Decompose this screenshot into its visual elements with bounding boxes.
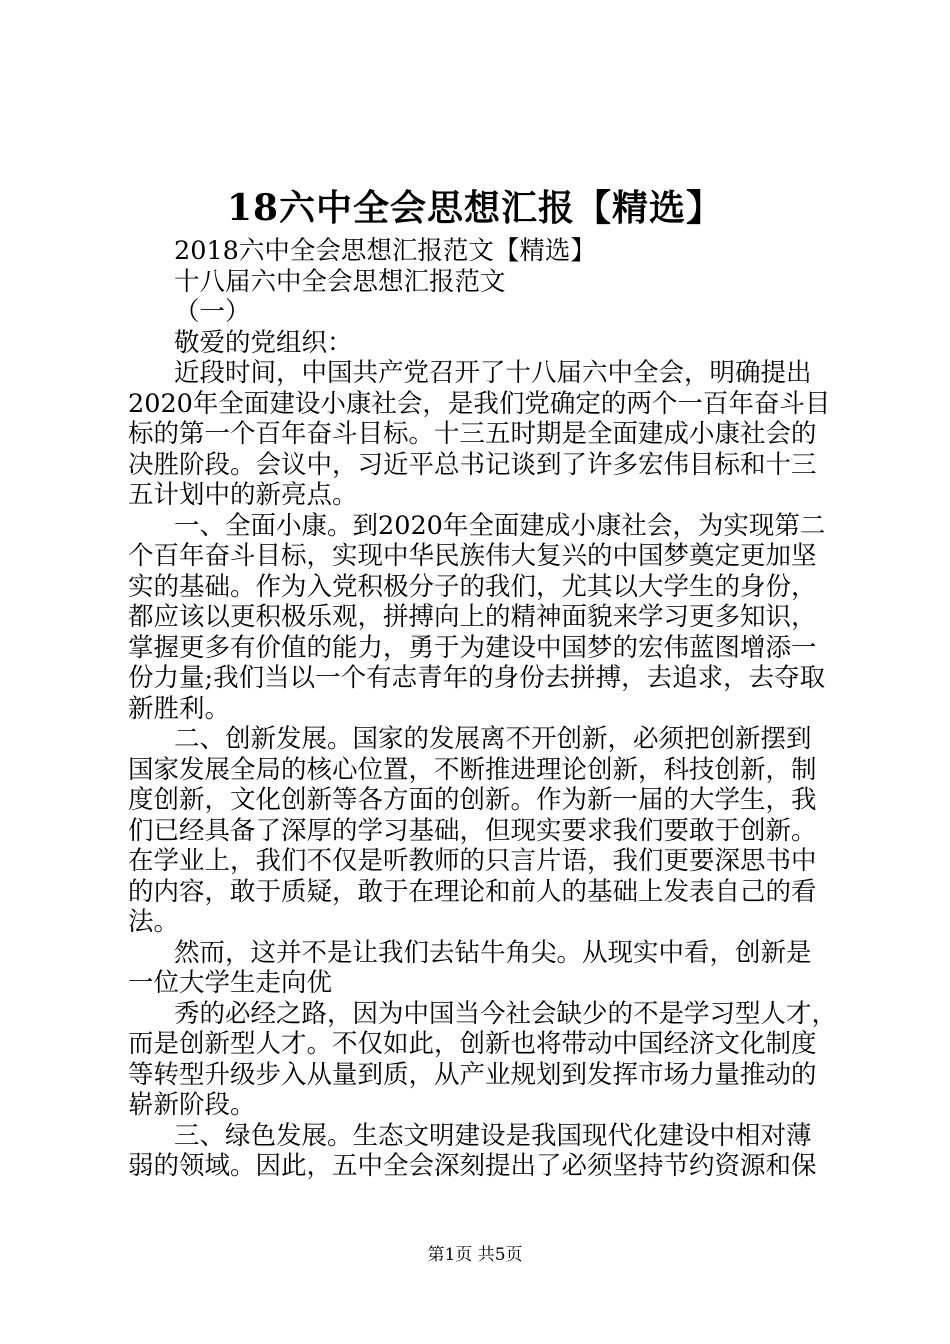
text-line: 标的第一个百年奋斗目标。十三五时期是全面建成小康社会的	[128, 419, 817, 449]
text-line: 一位大学生走向优	[128, 968, 333, 998]
text-line: 等转型升级步入从量到质，从产业规划到发挥市场力量推动的	[128, 1059, 817, 1090]
text-line: 五计划中的新亮点。	[128, 480, 358, 510]
text-line: 新胜利。	[128, 693, 231, 724]
text-line: 然而，这并不是让我们去钻牛角尖。从现实中看，创新是	[174, 937, 812, 968]
text-line: 的内容，敢于质疑，敢于在理论和前人的基础上发表自己的看	[128, 876, 817, 907]
document-body	[128, 236, 838, 1182]
text-line: 2018六中全会思想汇报范文【精选】	[174, 236, 596, 266]
text-line: 个百年奋斗目标，实现中华民族伟大复兴的中国梦奠定更加坚	[128, 541, 817, 571]
text-line: 三、绿色发展。生态文明建设是我国现代化建设中相对薄	[174, 1120, 812, 1151]
text-line: 弱的领域。因此，五中全会深刻提出了必须坚持节约资源和保	[128, 1151, 817, 1181]
text-line: 们已经具备了深厚的学习基础，但现实要求我们要敢于创新。	[128, 815, 817, 846]
text-line: 一、全面小康。到2020年全面建成小康社会，为实现第二	[174, 510, 826, 541]
text-line: 而是创新型人才。不仅如此，创新也将带动中国经济文化制度	[128, 1029, 817, 1059]
text-line: 份力量;我们当以一个有志青年的身份去拼搏，去追求，去夺取	[128, 663, 826, 693]
text-line: 实的基础。作为入党积极分子的我们，尤其以大学生的身份，	[128, 571, 817, 602]
text-line: 近段时间，中国共产党召开了十八届六中全会，明确提出	[174, 358, 812, 388]
text-line: 十八届六中全会思想汇报范文	[174, 266, 506, 297]
text-line: 二、创新发展。国家的发展离不开创新，必须把创新摆到	[174, 724, 812, 754]
text-line: 掌握更多有价值的能力，勇于为建设中国梦的宏伟蓝图增添一	[128, 632, 817, 663]
text-line: （一）	[174, 297, 251, 327]
text-line: 都应该以更积极乐观，拼搏向上的精神面貌来学习更多知识，	[128, 602, 817, 632]
text-line: 国家发展全局的核心位置，不断推进理论创新，科技创新，制	[128, 754, 817, 785]
text-line: 2020年全面建设小康社会，是我们党确定的两个一百年奋斗目	[128, 388, 831, 419]
text-line: 在学业上，我们不仅是听教师的只言片语，我们更要深思书中	[128, 846, 817, 876]
text-line: 秀的必经之路，因为中国当今社会缺少的不是学习型人才，	[174, 998, 838, 1029]
page-footer: 第1页 共5页	[427, 1245, 523, 1265]
text-line: 敬爱的党组织：	[174, 327, 353, 358]
text-line: 崭新阶段。	[128, 1090, 256, 1120]
text-line: 决胜阶段。会议中，习近平总书记谈到了许多宏伟目标和十三	[128, 449, 817, 480]
document-title: 18六中全会思想汇报【精选】	[226, 187, 724, 229]
text-line: 法。	[128, 907, 180, 937]
text-line: 度创新，文化创新等各方面的创新。作为新一届的大学生，我	[128, 785, 817, 815]
